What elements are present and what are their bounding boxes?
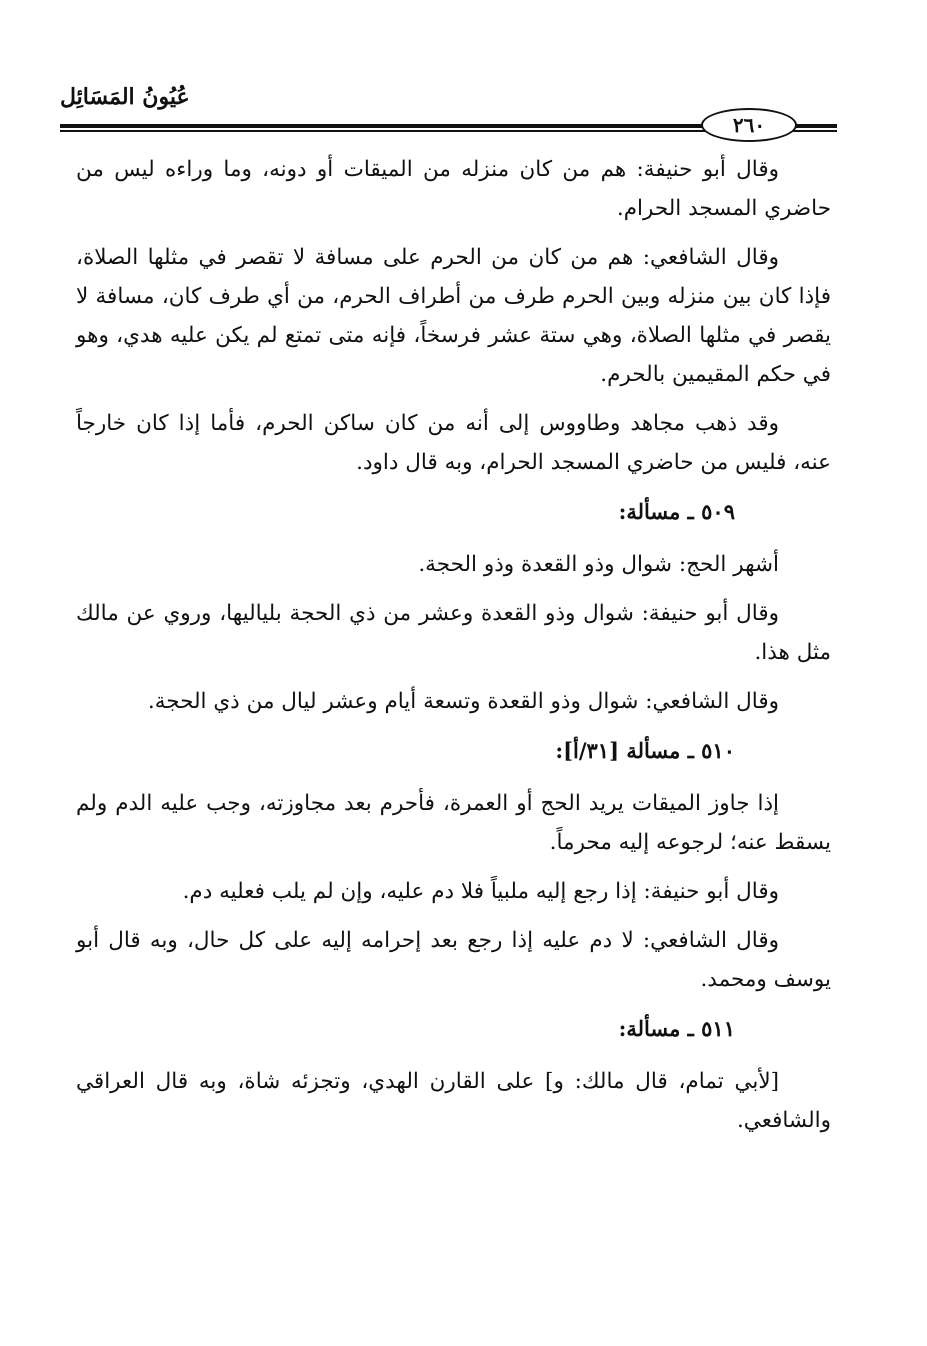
paragraph: [لأبي تمام، قال مالك: و] على القارن الهدي، وتجزئه شاة، وبه قال العراقي والشافعي. bbox=[76, 1069, 831, 1133]
paragraph: وقال الشافعي: شوال وذو القعدة وتسعة أيام وعشر ليال من ذي الحجة. bbox=[147, 689, 779, 714]
paragraph: وقال أبو حنيفة: هم من كان منزله من الميقات أو دونه، وما وراءه ليس من حاضري المسجد الحرام. bbox=[76, 157, 831, 221]
page-number: ٢٦٠ bbox=[701, 108, 797, 142]
page-header bbox=[60, 78, 837, 138]
section-heading-509: ٥٠٩ ـ مسألة: bbox=[618, 499, 735, 524]
paragraph: وقال الشافعي: هم من كان من الحرم على مسافة لا تقصر في مثلها الصلاة، فإذا كان بين منزله وبين الحرم طرف من أطراف الحرم، من أي طرف كان، مسافة لا يقصر في مثلها الصلاة، وهي ستة عشر فرسخاً، فإنه متى تمتع لم يكن عليه هدي، وهو في حكم المقيمين بالحرم. bbox=[76, 245, 832, 387]
section-heading-511: ٥١١ ـ مسألة: bbox=[618, 1016, 735, 1041]
paragraph: وقال أبو حنيفة: شوال وذو القعدة وعشر من ذي الحجة بلياليها، وروي عن مالك مثل هذا. bbox=[76, 601, 831, 665]
paragraph: وقد ذهب مجاهد وطاووس إلى أنه من كان ساكن الحرم، فأما إذا كان خارجاً عنه، فليس من حاضري المسجد الحرام، وبه قال داود. bbox=[76, 411, 831, 475]
paragraph: إذا جاوز الميقات يريد الحج أو العمرة، فأحرم بعد مجاوزته، وجب عليه الدم ولم يسقط عنه؛ لرجوعه إليه محرماً. bbox=[76, 791, 831, 855]
paragraph: وقال الشافعي: لا دم عليه إذا رجع بعد إحرامه إليه على كل حال، وبه قال أبو يوسف ومحمد. bbox=[76, 928, 831, 992]
paragraph: أشهر الحج: شوال وذو القعدة وذو الحجة. bbox=[418, 552, 779, 577]
section-heading-510: ٥١٠ ـ مسألة [٣١/أ]: bbox=[555, 738, 735, 763]
paragraph: وقال أبو حنيفة: إذا رجع إليه ملبياً فلا دم عليه، وإن لم يلب فعليه دم. bbox=[182, 879, 779, 904]
book-title: عُيُونُ المَسَائِل bbox=[60, 84, 190, 110]
page-body bbox=[76, 150, 831, 1150]
